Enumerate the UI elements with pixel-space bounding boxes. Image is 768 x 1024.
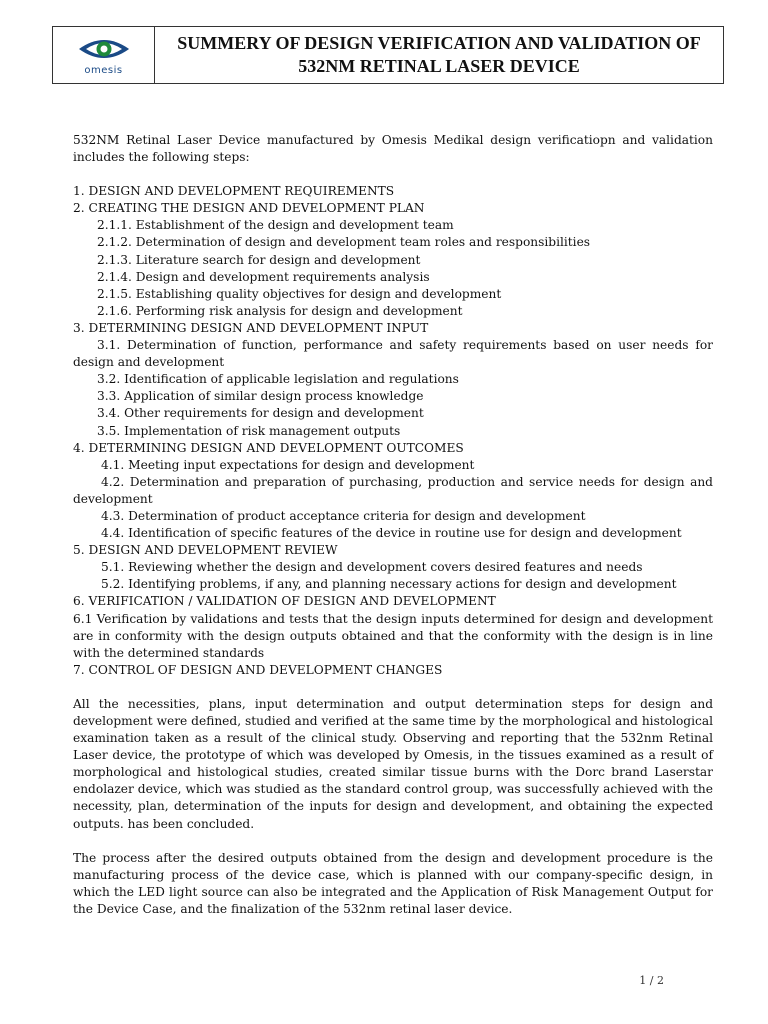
document-title	[155, 27, 723, 83]
page-number: 1 / 2	[639, 974, 664, 987]
title-line-2: 532NM RETINAL LASER DEVICE	[298, 56, 580, 76]
step-3-2: 3.2. Identification of applicable legislation and regulations	[97, 372, 459, 387]
step-7: 7. CONTROL OF DESIGN AND DEVELOPMENT CHANGES	[73, 662, 443, 677]
step-4-2: 4.2. Determination and preparation of purchasing, production and service needs for design and development	[73, 474, 713, 506]
step-6: 6. VERIFICATION / VALIDATION OF DESIGN AND DEVELOPMENT	[73, 594, 496, 609]
step-2-1-5: 2.1.5. Establishing quality objectives for design and development	[97, 286, 502, 301]
step-5-2: 5.2. Identifying problems, if any, and planning necessary actions for design and development	[101, 577, 677, 592]
step-4-4: 4.4. Identification of specific features of the device in routine use for design and development	[101, 526, 682, 541]
step-3-3: 3.3. Application of similar design process knowledge	[97, 389, 424, 404]
omesis-eye-logo-icon	[76, 34, 132, 64]
step-2-1-3: 2.1.3. Literature search for design and development	[97, 252, 421, 267]
intro-paragraph: 532NM Retinal Laser Device manufactured by Omesis Medikal design verificatiopn and validation includes the following steps:	[73, 133, 713, 165]
step-5: 5. DESIGN AND DEVELOPMENT REVIEW	[73, 543, 338, 558]
logo-wordmark: omesis	[84, 65, 123, 76]
step-2-1-4: 2.1.4. Design and development requirements analysis	[97, 269, 430, 284]
step-2-1-2: 2.1.2. Determination of design and development team roles and responsibilities	[97, 235, 591, 250]
summary-paragraph-2: The process after the desired outputs obtained from the design and development procedure is the manufacturing process of the device case, which is planned with our company-specific design, in which the LED light source can also be integrated and the Application of Risk Management Output for the Device Case, and the finalization of the 532nm retinal laser device.	[73, 850, 713, 916]
step-5-1: 5.1. Reviewing whether the design and development covers desired features and needs	[101, 560, 643, 575]
step-4-1: 4.1. Meeting input expectations for design and development	[101, 457, 475, 472]
document-header	[52, 26, 724, 84]
step-2-1-1: 2.1.1. Establishment of the design and development team	[97, 218, 454, 233]
logo	[53, 27, 155, 83]
summary-paragraph-1: All the necessities, plans, input determination and output determination steps for design and development were defined, studied and verified at the same time by the morphological and histological examination taken as a result of the clinical study. Observing and reporting that the 532nm Retinal Laser device, the prototype of which was developed by Omesis, in the tissues examined as a result of morphological and histological studies, created similar tissue burns with the Dorc brand Laserstar endolazer device, which was studied as the standard control group, was successfully achieved with the necessity, plan, determination of the inputs for design and development, and obtaining the expected outputs. has been concluded.	[73, 696, 713, 831]
step-2-1-6: 2.1.6. Performing risk analysis for design and development	[97, 303, 463, 318]
document-body	[73, 132, 713, 918]
step-3: 3. DETERMINING DESIGN AND DEVELOPMENT INPUT	[73, 320, 429, 335]
step-3-1: 3.1. Determination of function, performance and safety requirements based on user needs for design and development	[73, 338, 713, 370]
step-3-4: 3.4. Other requirements for design and development	[97, 406, 424, 421]
step-2: 2. CREATING THE DESIGN AND DEVELOPMENT PLAN	[73, 201, 425, 216]
step-4-3: 4.3. Determination of product acceptance criteria for design and development	[101, 508, 586, 523]
step-3-5: 3.5. Implementation of risk management outputs	[97, 423, 401, 438]
title-line-1: SUMMERY OF DESIGN VERIFICATION AND VALIDATION OF	[177, 33, 701, 53]
step-6-1: 6.1 Verification by validations and tests that the design inputs determined for design and development are in conformity with the design outputs obtained and that the conformity with the design is in line with the determined standards	[73, 611, 713, 660]
step-1: 1. DESIGN AND DEVELOPMENT REQUIREMENTS	[73, 184, 395, 199]
step-4: 4. DETERMINING DESIGN AND DEVELOPMENT OUTCOMES	[73, 440, 464, 455]
